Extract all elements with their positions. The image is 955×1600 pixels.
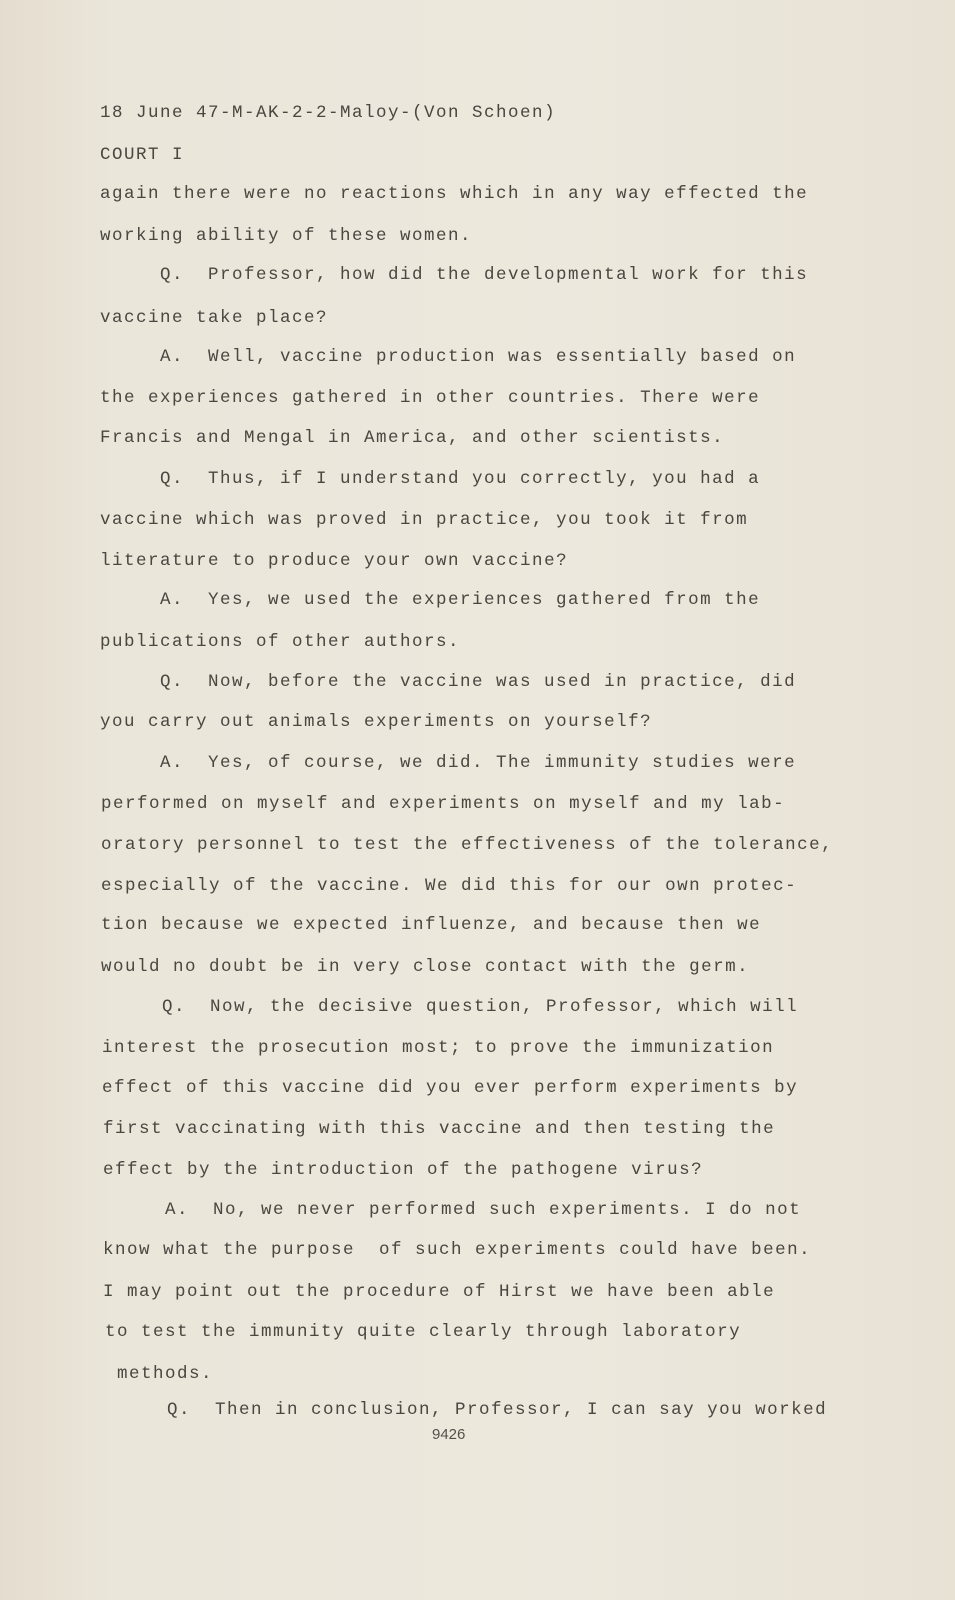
answer-line: A. Well, vaccine production was essentially based on bbox=[160, 347, 797, 367]
text-line: performed on myself and experiments on myself and my lab- bbox=[101, 794, 786, 814]
text-line: Francis and Mengal in America, and other scientists. bbox=[100, 428, 725, 448]
text-line: effect by the introduction of the pathogene virus? bbox=[103, 1160, 704, 1180]
header-reference: 18 June 47-M-AK-2-2-Maloy-(Von Schoen) bbox=[100, 103, 557, 123]
text-line: vaccine which was proved in practice, you took it from bbox=[100, 510, 749, 530]
text-line: interest the prosecution most; to prove the immunization bbox=[102, 1038, 775, 1058]
text-line: would no doubt be in very close contact with the germ. bbox=[101, 957, 750, 977]
text-line: again there were no reactions which in any way effected the bbox=[100, 184, 809, 204]
question-line: Q. Professor, how did the developmental work for this bbox=[160, 265, 809, 285]
page-number: 9426 bbox=[432, 1426, 466, 1443]
question-line: Q. Then in conclusion, Professor, I can say you worked bbox=[167, 1400, 828, 1420]
text-line: first vaccinating with this vaccine and then testing the bbox=[103, 1119, 776, 1139]
question-line: Q. Now, before the vaccine was used in practice, did bbox=[160, 672, 797, 692]
question-line: Q. Thus, if I understand you correctly, you had a bbox=[160, 469, 761, 489]
text-line: tion because we expected influenze, and because then we bbox=[101, 915, 762, 935]
text-line: I may point out the procedure of Hirst we have been able bbox=[103, 1282, 776, 1302]
text-line: you carry out animals experiments on yourself? bbox=[100, 712, 653, 732]
text-line: to test the immunity quite clearly through laboratory bbox=[105, 1322, 742, 1342]
header-court: COURT I bbox=[100, 145, 185, 165]
text-line: know what the purpose of such experiments could have been. bbox=[103, 1240, 812, 1260]
text-line: the experiences gathered in other countries. There were bbox=[100, 388, 761, 408]
text-line: especially of the vaccine. We did this for our own protec- bbox=[101, 876, 798, 896]
answer-line: A. Yes, we used the experiences gathered from the bbox=[160, 590, 761, 610]
text-line: working ability of these women. bbox=[100, 226, 473, 246]
question-line: Q. Now, the decisive question, Professor, which will bbox=[162, 997, 799, 1017]
text-line: methods. bbox=[117, 1364, 214, 1384]
text-line: vaccine take place? bbox=[100, 308, 329, 328]
answer-line: A. Yes, of course, we did. The immunity studies were bbox=[160, 753, 797, 773]
text-line: literature to produce your own vaccine? bbox=[100, 551, 569, 571]
text-line: effect of this vaccine did you ever perform experiments by bbox=[102, 1078, 799, 1098]
text-line: publications of other authors. bbox=[100, 632, 461, 652]
answer-line: A. No, we never performed such experiments. I do not bbox=[165, 1200, 802, 1220]
text-line: oratory personnel to test the effectiveness of the tolerance, bbox=[101, 835, 834, 855]
